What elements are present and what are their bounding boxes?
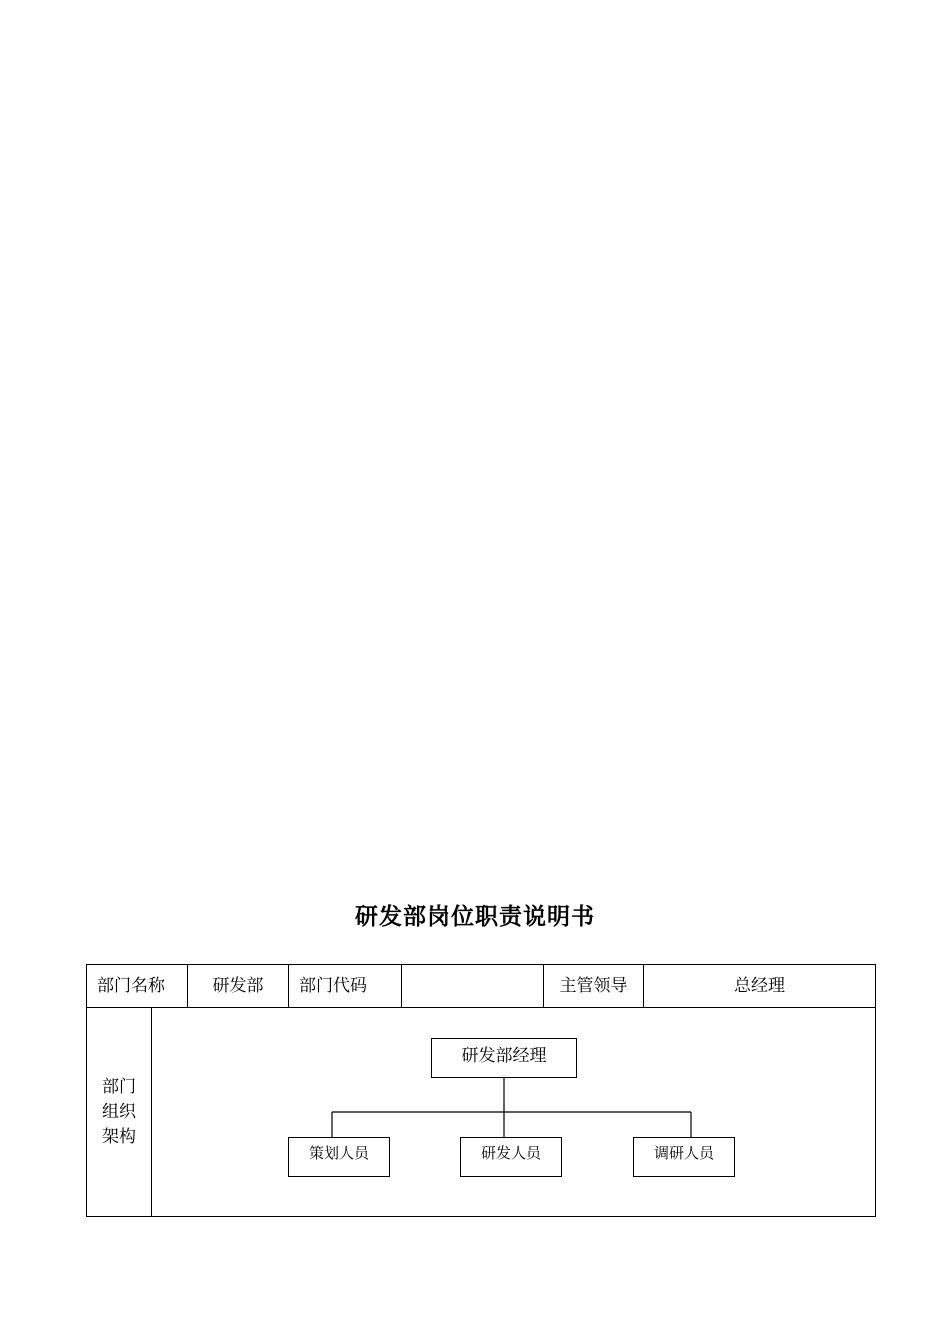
department-info-row xyxy=(87,965,875,1008)
dept-code-label: 部门代码 xyxy=(289,965,402,1007)
responsibility-table xyxy=(86,964,876,1217)
org-node-staff: 策划人员 xyxy=(288,1137,390,1177)
supervisor-label: 主管领导 xyxy=(544,965,644,1007)
org-structure-row xyxy=(87,1008,875,1216)
supervisor-value: 总经理 xyxy=(734,976,785,996)
org-node-manager: 研发部经理 xyxy=(431,1038,577,1078)
org-structure-label: 部门组织架构 xyxy=(87,1008,152,1216)
org-node-staff: 研发人员 xyxy=(460,1137,562,1177)
dept-code-value xyxy=(402,965,544,1007)
dept-name-label: 部门名称 xyxy=(87,965,188,1007)
dept-name-value: 研发部 xyxy=(188,965,289,1007)
document-title: 研发部岗位职责说明书 xyxy=(355,904,595,930)
org-chart xyxy=(152,1008,875,1216)
org-node-staff: 调研人员 xyxy=(633,1137,735,1177)
